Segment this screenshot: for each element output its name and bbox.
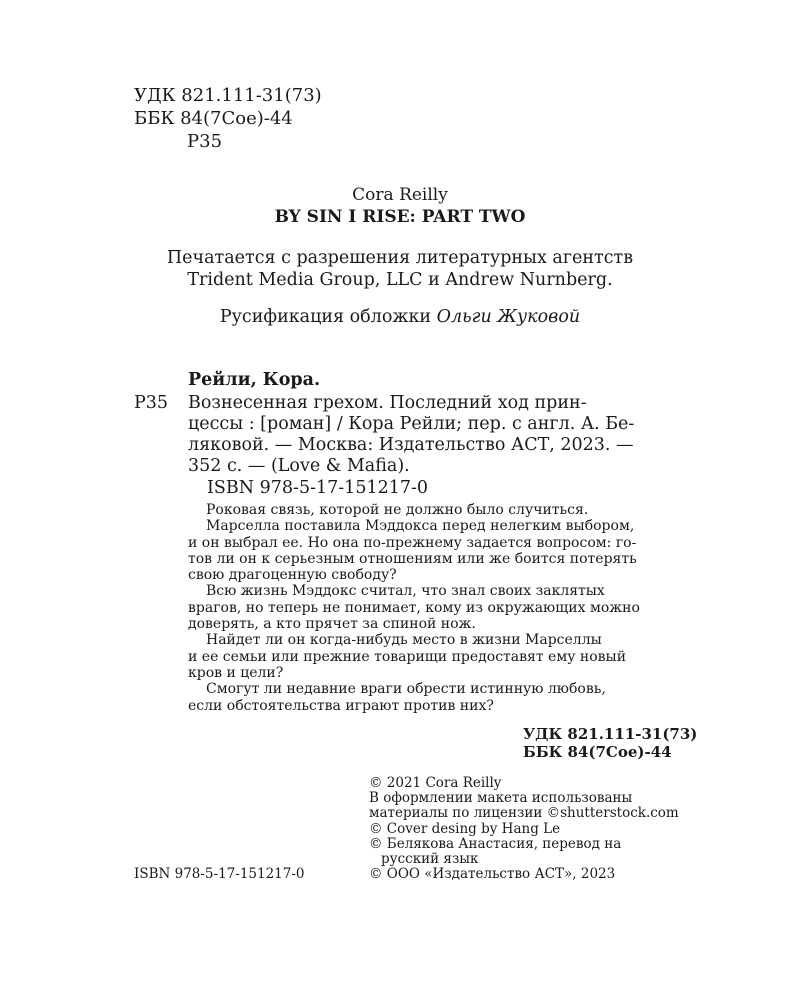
- annotation-line: и ее семьи или прежние товарищи предоставят ему новый: [188, 648, 627, 665]
- copyright-block: [369, 776, 679, 882]
- annotation-line: тов ли он к серьезным отношениям или же боится потерять: [188, 550, 637, 567]
- annotation-line: врагов, но теперь не понимает, кому из окружающих можно: [188, 599, 640, 616]
- bbk-code: ББК 84(7Сое)-44: [134, 108, 293, 129]
- bibliographic-code: Р35: [134, 393, 169, 413]
- author-sign: Р35: [187, 131, 223, 152]
- udk-code: УДК 821.111-31(73): [134, 85, 322, 106]
- annotation-line: Всю жизнь Мэддокс считал, что знал своих заклятых: [206, 583, 605, 600]
- annotation-line: Марселла поставила Мэддокса перед нелегким выбором,: [206, 518, 635, 535]
- annotation-line: если обстоятельства играют против них?: [188, 697, 494, 714]
- isbn-bottom: ISBN 978-5-17-151217-0: [134, 866, 305, 882]
- bibliographic-description: [188, 393, 708, 477]
- copyright-line: материалы по лицензии ©shutterstock.com: [369, 805, 679, 822]
- udk-code-bottom: УДК 821.111-31(73): [523, 725, 698, 743]
- bbk-code-bottom: ББК 84(7Сое)-44: [523, 743, 672, 761]
- annotation-line: Найдет ли он когда-нибудь место в жизни Марселлы: [206, 632, 602, 649]
- description-line: Вознесенная грехом. Последний ход прин-: [188, 393, 587, 413]
- annotation-line: свою драгоценную свободу?: [188, 567, 397, 584]
- copyright-line: русский язык: [381, 851, 479, 868]
- copyright-line: В оформлении макета использованы: [369, 790, 633, 807]
- classification-block-bottom: [523, 725, 697, 761]
- isbn-main: ISBN 978-5-17-151217-0: [207, 478, 429, 498]
- description-line: ляковой. — Москва: Издательство АСТ, 2023. —: [188, 435, 634, 455]
- cover-credit-prefix: Русификация обложки: [219, 307, 432, 327]
- cover-credit-name: Ольги Жуковой: [436, 307, 581, 327]
- bibliographic-author: Рейли, Кора.: [188, 370, 321, 390]
- annotation-line: и он выбрал ее. Но она по-прежнему задается вопросом: го-: [188, 534, 637, 551]
- original-title: BY SIN I RISE: PART TWO: [274, 207, 526, 227]
- annotation-line: кров и цели?: [188, 664, 284, 681]
- annotation-line: Смогут ли недавние враги обрести истинную любовь,: [206, 681, 606, 698]
- copyright-line: © Cover desing by Hang Le: [369, 820, 561, 837]
- classification-block-top: [134, 84, 322, 153]
- permission-notice: [0, 247, 800, 291]
- annotation-line: доверять, а кто прячет за спиной нож.: [188, 616, 476, 633]
- copyright-line: © 2021 Cora Reilly: [369, 775, 502, 791]
- description-line: цессы : [роман] / Кора Рейли; пер. с англ. А. Бе-: [188, 414, 635, 434]
- original-author: Cora Reilly: [352, 185, 448, 205]
- copyright-line: © ООО «Издательство АСТ», 2023: [369, 866, 616, 883]
- permission-line: Trident Media Group, LLC и Andrew Nurnberg.: [187, 270, 613, 290]
- cover-credit: [0, 306, 800, 328]
- annotation-line: Роковая связь, которой не должно было случиться.: [206, 502, 589, 518]
- permission-line: Печатается с разрешения литературных агентств: [166, 248, 634, 268]
- annotation: [188, 502, 710, 714]
- copyright-line: © Белякова Анастасия, перевод на: [369, 835, 622, 852]
- description-line: 352 с. — (Love & Mafia).: [188, 456, 410, 476]
